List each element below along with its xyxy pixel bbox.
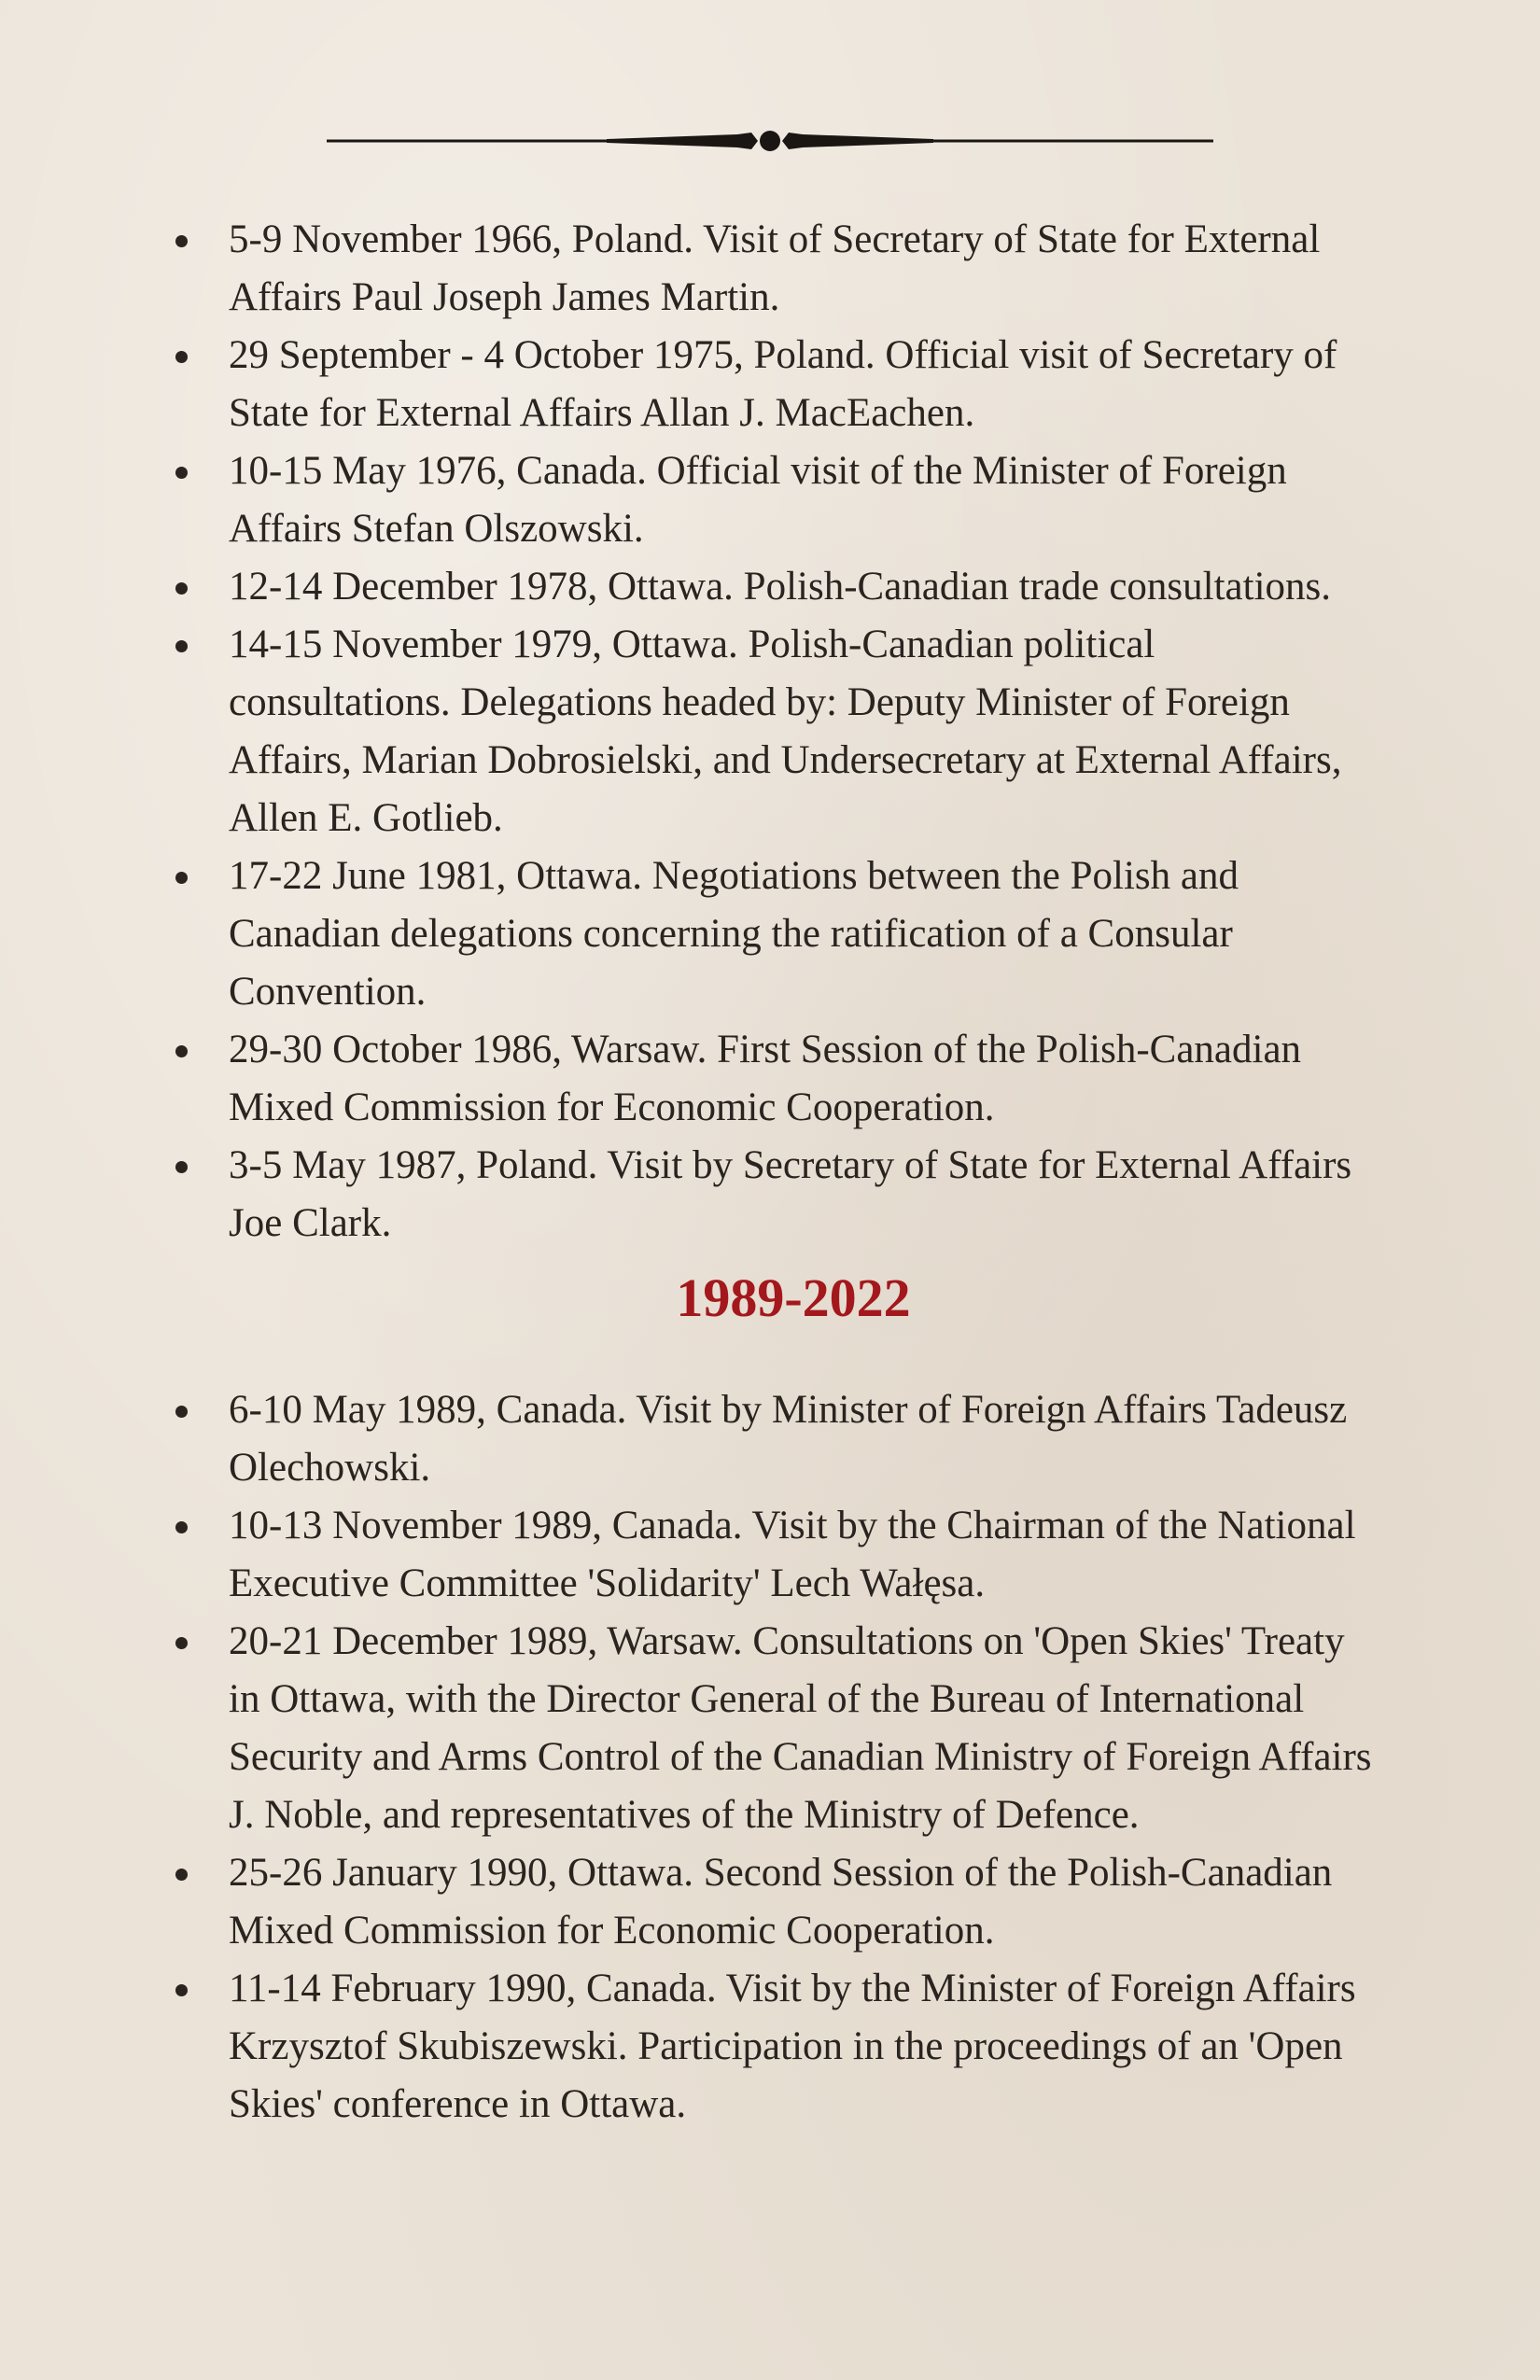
list-item bbox=[173, 211, 1377, 327]
timeline-list-late bbox=[173, 1381, 1377, 2134]
ornament-divider bbox=[327, 119, 1213, 162]
list-item bbox=[173, 1381, 1377, 1497]
list-item bbox=[173, 616, 1377, 847]
section-heading: 1989-2022 bbox=[676, 1267, 911, 1328]
list-item bbox=[173, 442, 1377, 558]
list-item-text: 14-15 November 1979, Ottawa. Polish-Canadian political consultations. Delegations headed by: Deputy Minister of Foreign Affairs, Marian Dobrosielski, and Undersecretary at External Affairs, Allen E. Gotlieb. bbox=[229, 623, 1342, 840]
bullet-dot bbox=[175, 640, 188, 652]
bullet-dot bbox=[175, 1045, 188, 1057]
list-item bbox=[173, 327, 1377, 442]
list-item bbox=[173, 1137, 1377, 1253]
bullet-dot bbox=[175, 1406, 188, 1418]
list-item-text: 5-9 November 1966, Poland. Visit of Secretary of State for External Affairs Paul Joseph James Martin. bbox=[229, 217, 1321, 319]
list-item bbox=[173, 1960, 1377, 2134]
list-item bbox=[173, 1844, 1377, 1960]
bullet-dot bbox=[175, 235, 188, 247]
document-content bbox=[173, 211, 1377, 2134]
list-item bbox=[173, 558, 1377, 616]
list-item-text: 29 September - 4 October 1975, Poland. Official visit of Secretary of State for External Affairs Allan J. MacEachen. bbox=[229, 333, 1337, 435]
list-item-text: 11-14 February 1990, Canada. Visit by the Minister of Foreign Affairs Krzysztof Skubiszewski. Participation in the proceedings of an 'Open Skies' conference in Ottawa. bbox=[229, 1967, 1356, 2126]
list-item bbox=[173, 1021, 1377, 1137]
list-item bbox=[173, 1497, 1377, 1613]
bullet-dot bbox=[175, 872, 188, 884]
list-item-text: 6-10 May 1989, Canada. Visit by Minister of Foreign Affairs Tadeusz Olechowski. bbox=[229, 1388, 1348, 1490]
list-item-text: 3-5 May 1987, Poland. Visit by Secretary of State for External Affairs Joe Clark. bbox=[229, 1143, 1352, 1245]
timeline-list-early bbox=[173, 211, 1377, 1253]
bullet-dot bbox=[175, 351, 188, 363]
list-item bbox=[173, 847, 1377, 1021]
list-item-text: 12-14 December 1978, Ottawa. Polish-Canadian trade consultations. bbox=[229, 565, 1332, 609]
bullet-dot bbox=[175, 1637, 188, 1649]
bullet-dot bbox=[175, 1869, 188, 1881]
bullet-dot bbox=[175, 467, 188, 479]
list-item-text: 25-26 January 1990, Ottawa. Second Session of the Polish-Canadian Mixed Commission for Economic Cooperation. bbox=[229, 1851, 1333, 1953]
list-item-text: 10-13 November 1989, Canada. Visit by the Chairman of the National Executive Committee 'Solidarity' Lech Wałęsa. bbox=[229, 1504, 1356, 1605]
bullet-dot bbox=[175, 1161, 188, 1173]
bullet-dot bbox=[175, 582, 188, 595]
bullet-dot bbox=[175, 1521, 188, 1533]
list-item-text: 20-21 December 1989, Warsaw. Consultations on 'Open Skies' Treaty in Ottawa, with the Director General of the Bureau of International Security and Arms Control of the Canadian Ministry of Foreign Affairs J. Noble, and representatives of the Ministry of Defence. bbox=[229, 1619, 1372, 1837]
list-item-text: 10-15 May 1976, Canada. Official visit of the Minister of Foreign Affairs Stefan Olszowski. bbox=[229, 449, 1287, 551]
list-item bbox=[173, 1613, 1377, 1844]
bullet-dot bbox=[175, 1984, 188, 1996]
list-item-text: 17-22 June 1981, Ottawa. Negotiations between the Polish and Canadian delegations concerning the ratification of a Consular Convention. bbox=[229, 854, 1239, 1014]
list-item-text: 29-30 October 1986, Warsaw. First Session of the Polish-Canadian Mixed Commission for Economic Cooperation. bbox=[229, 1028, 1302, 1129]
